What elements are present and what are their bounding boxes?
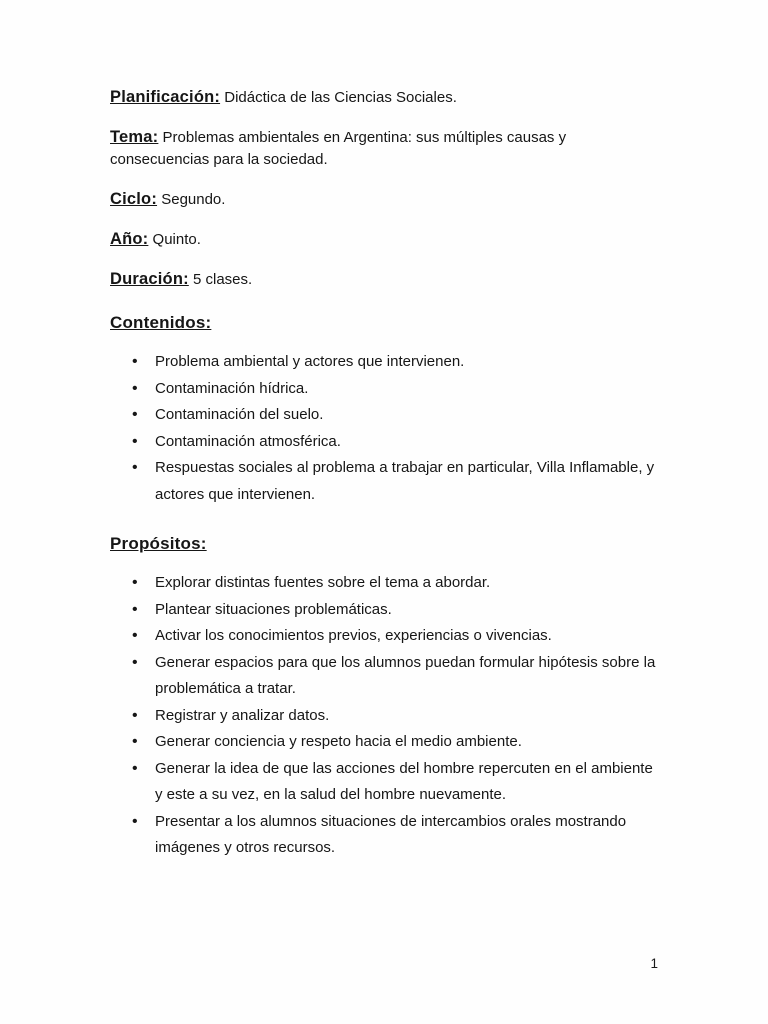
list-item: • Plantear situaciones problemáticas. [132,597,656,624]
list-item: • Problema ambiental y actores que intervienen. [132,349,656,376]
list-item: • Registrar y analizar datos. [132,703,656,730]
list-item: • Generar conciencia y respeto hacia el medio ambiente. [132,729,656,756]
field-duracion [110,268,656,291]
list-item: • Respuestas sociales al problema a trabajar en particular, Villa Inflamable, y actores que intervienen. [132,455,656,508]
list-item: • Generar espacios para que los alumnos puedan formular hipótesis sobre la problemática a tratar. [132,650,656,703]
field-ciclo-label: Ciclo: [110,190,158,208]
list-item: • Presentar a los alumnos situaciones de intercambios orales mostrando imágenes y otros recursos. [132,809,656,862]
field-planificacion [110,86,656,109]
field-duracion-value: 5 clases. [192,271,253,288]
list-item: • Contaminación hídrica. [132,376,656,403]
field-ciclo-value: Segundo. [161,191,226,208]
page-number: 1 [650,956,658,971]
field-planificacion-label: Planificación: [110,88,221,106]
field-tema-value: Problemas ambientales en Argentina: sus múltiples causas y consecuencias para la sociedad. [110,129,567,168]
list-item: • Activar los conocimientos previos, experiencias o vivencias. [132,623,656,650]
list-item: • Generar la idea de que las acciones del hombre repercuten en el ambiente y este a su vez, en la salud del hombre nuevamente. [132,756,656,809]
field-tema [110,126,656,171]
field-duracion-label: Duración: [110,270,189,288]
list-item: • Contaminación atmosférica. [132,429,656,456]
field-ciclo [110,188,656,211]
field-tema-label: Tema: [110,128,159,146]
field-anio [110,228,656,251]
list-item: • Explorar distintas fuentes sobre el tema a abordar. [132,570,656,597]
section-heading-propositos: Propósitos: [110,534,207,553]
field-anio-label: Año: [110,230,149,248]
field-anio-value: Quinto. [152,231,201,248]
section-heading-contenidos: Contenidos: [110,313,212,332]
field-planificacion-value: Didáctica de las Ciencias Sociales. [224,89,457,106]
contenidos-list [110,349,656,508]
list-item: • Contaminación del suelo. [132,402,656,429]
propositos-list [110,570,656,862]
